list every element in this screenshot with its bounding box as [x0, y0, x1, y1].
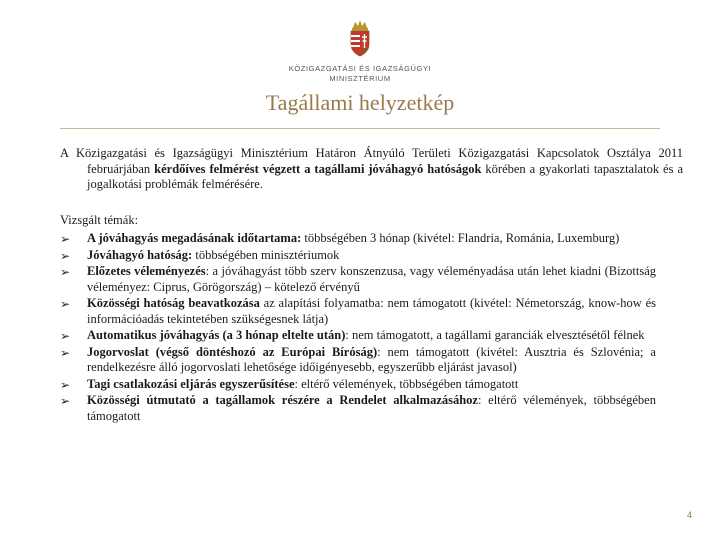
intro-text-2: körében a gyakorlati tapasztalatok és a jogalkotási problémák felmérésére. — [87, 161, 683, 191]
title-divider — [60, 128, 660, 129]
intro-text-1: A Közigazgatási és Igazságügyi Minisztérium Határon Átnyúló Területi Közigazgatási Kapcsolatok Osztálya 2011 februárjában — [60, 146, 683, 176]
arrowhead-bullet-icon: ➢ — [60, 297, 71, 311]
arrowhead-bullet-icon: ➢ — [60, 265, 71, 279]
intro-paragraph — [60, 146, 683, 193]
topic-bold: Tagi csatlakozási eljárás egyszerűsítése — [87, 376, 295, 391]
ministry-name-line1: KÖZIGAZGATÁSI ÉS IGAZSÁGÜGYI — [288, 64, 432, 73]
ministry-logo — [0, 18, 720, 84]
arrowhead-bullet-icon: ➢ — [60, 248, 71, 263]
page-number: 4 — [686, 510, 692, 520]
topic-text: : eltérő vélemények, többségében támogatott — [87, 393, 656, 423]
topic-text: többségében minisztériumok — [192, 247, 340, 262]
arrowhead-bullet-icon: ➢ — [60, 329, 71, 343]
list-item — [60, 328, 656, 344]
topic-bold: A jóváhagyás megadásának időtartama: — [87, 231, 302, 245]
topic-bold: Közösségi hatóság beavatkozása — [87, 296, 260, 310]
topic-text: az alapítási folyamatba: nem támogatott (kivétel: Németország, know-how és információadás tekintetében szükségesnek látja) — [87, 296, 656, 326]
list-item — [60, 264, 656, 295]
topic-text: többségében 3 hónap (kivétel: Flandria, Románia, Luxemburg) — [301, 231, 620, 245]
arrowhead-bullet-icon: ➢ — [60, 377, 71, 392]
arrowhead-bullet-icon: ➢ — [60, 394, 71, 408]
topic-bold: Automatikus jóváhagyás — [87, 328, 220, 342]
topic-bold: Jogorvoslat (végső döntéshozó az Európai Bíróság) — [87, 344, 378, 359]
page-title: Tagállami helyzetkép — [265, 90, 455, 115]
list-item — [60, 296, 656, 327]
topic-text: : nem támogatott (kivétel: Ausztria és Szlovénia; a rendelkezésre álló jogorvoslati lehetősége időigényesebb, egyszerűbb eljárást javasol) — [87, 344, 656, 374]
ministry-name — [289, 64, 432, 84]
topic-bold-mid: (a 3 hónap eltelte után) — [222, 328, 346, 342]
list-item — [60, 393, 656, 424]
list-item — [60, 377, 656, 393]
topics-label: Vizsgált témák: — [60, 213, 139, 227]
topics-list — [60, 231, 656, 425]
topic-bold: Előzetes véleményezés — [87, 264, 206, 278]
topic-text: (a 3 hónap eltelte után): nem támogatott, a tagállami garanciák elvesztésétől félnek — [222, 328, 645, 342]
ministry-name-line2: MINISZTÉRIUM — [329, 74, 391, 83]
topic-text: : a jóváhagyást több szerv konszenzusa, vagy véleményadása után lehet kiadni (Bizottság véleményez: Ciprus, Görögország) – kötelező érvényű — [87, 264, 656, 294]
arrowhead-bullet-icon: ➢ — [60, 232, 71, 246]
list-item — [60, 231, 656, 247]
intro-bold: kérdőíves felmérést végzett a tagállami jóváhagyó hatóságok — [154, 161, 482, 176]
list-item — [60, 345, 656, 376]
list-item — [60, 248, 656, 264]
coat-of-arms-icon — [347, 18, 373, 58]
topic-bold: Jóváhagyó hatóság: — [87, 247, 193, 262]
topic-text: : eltérő vélemények, többségében támogatott — [294, 376, 519, 391]
arrowhead-bullet-icon: ➢ — [60, 345, 71, 360]
topic-bold: Közösségi útmutató a tagállamok részére a Rendelet alkalmazásához — [87, 393, 478, 407]
